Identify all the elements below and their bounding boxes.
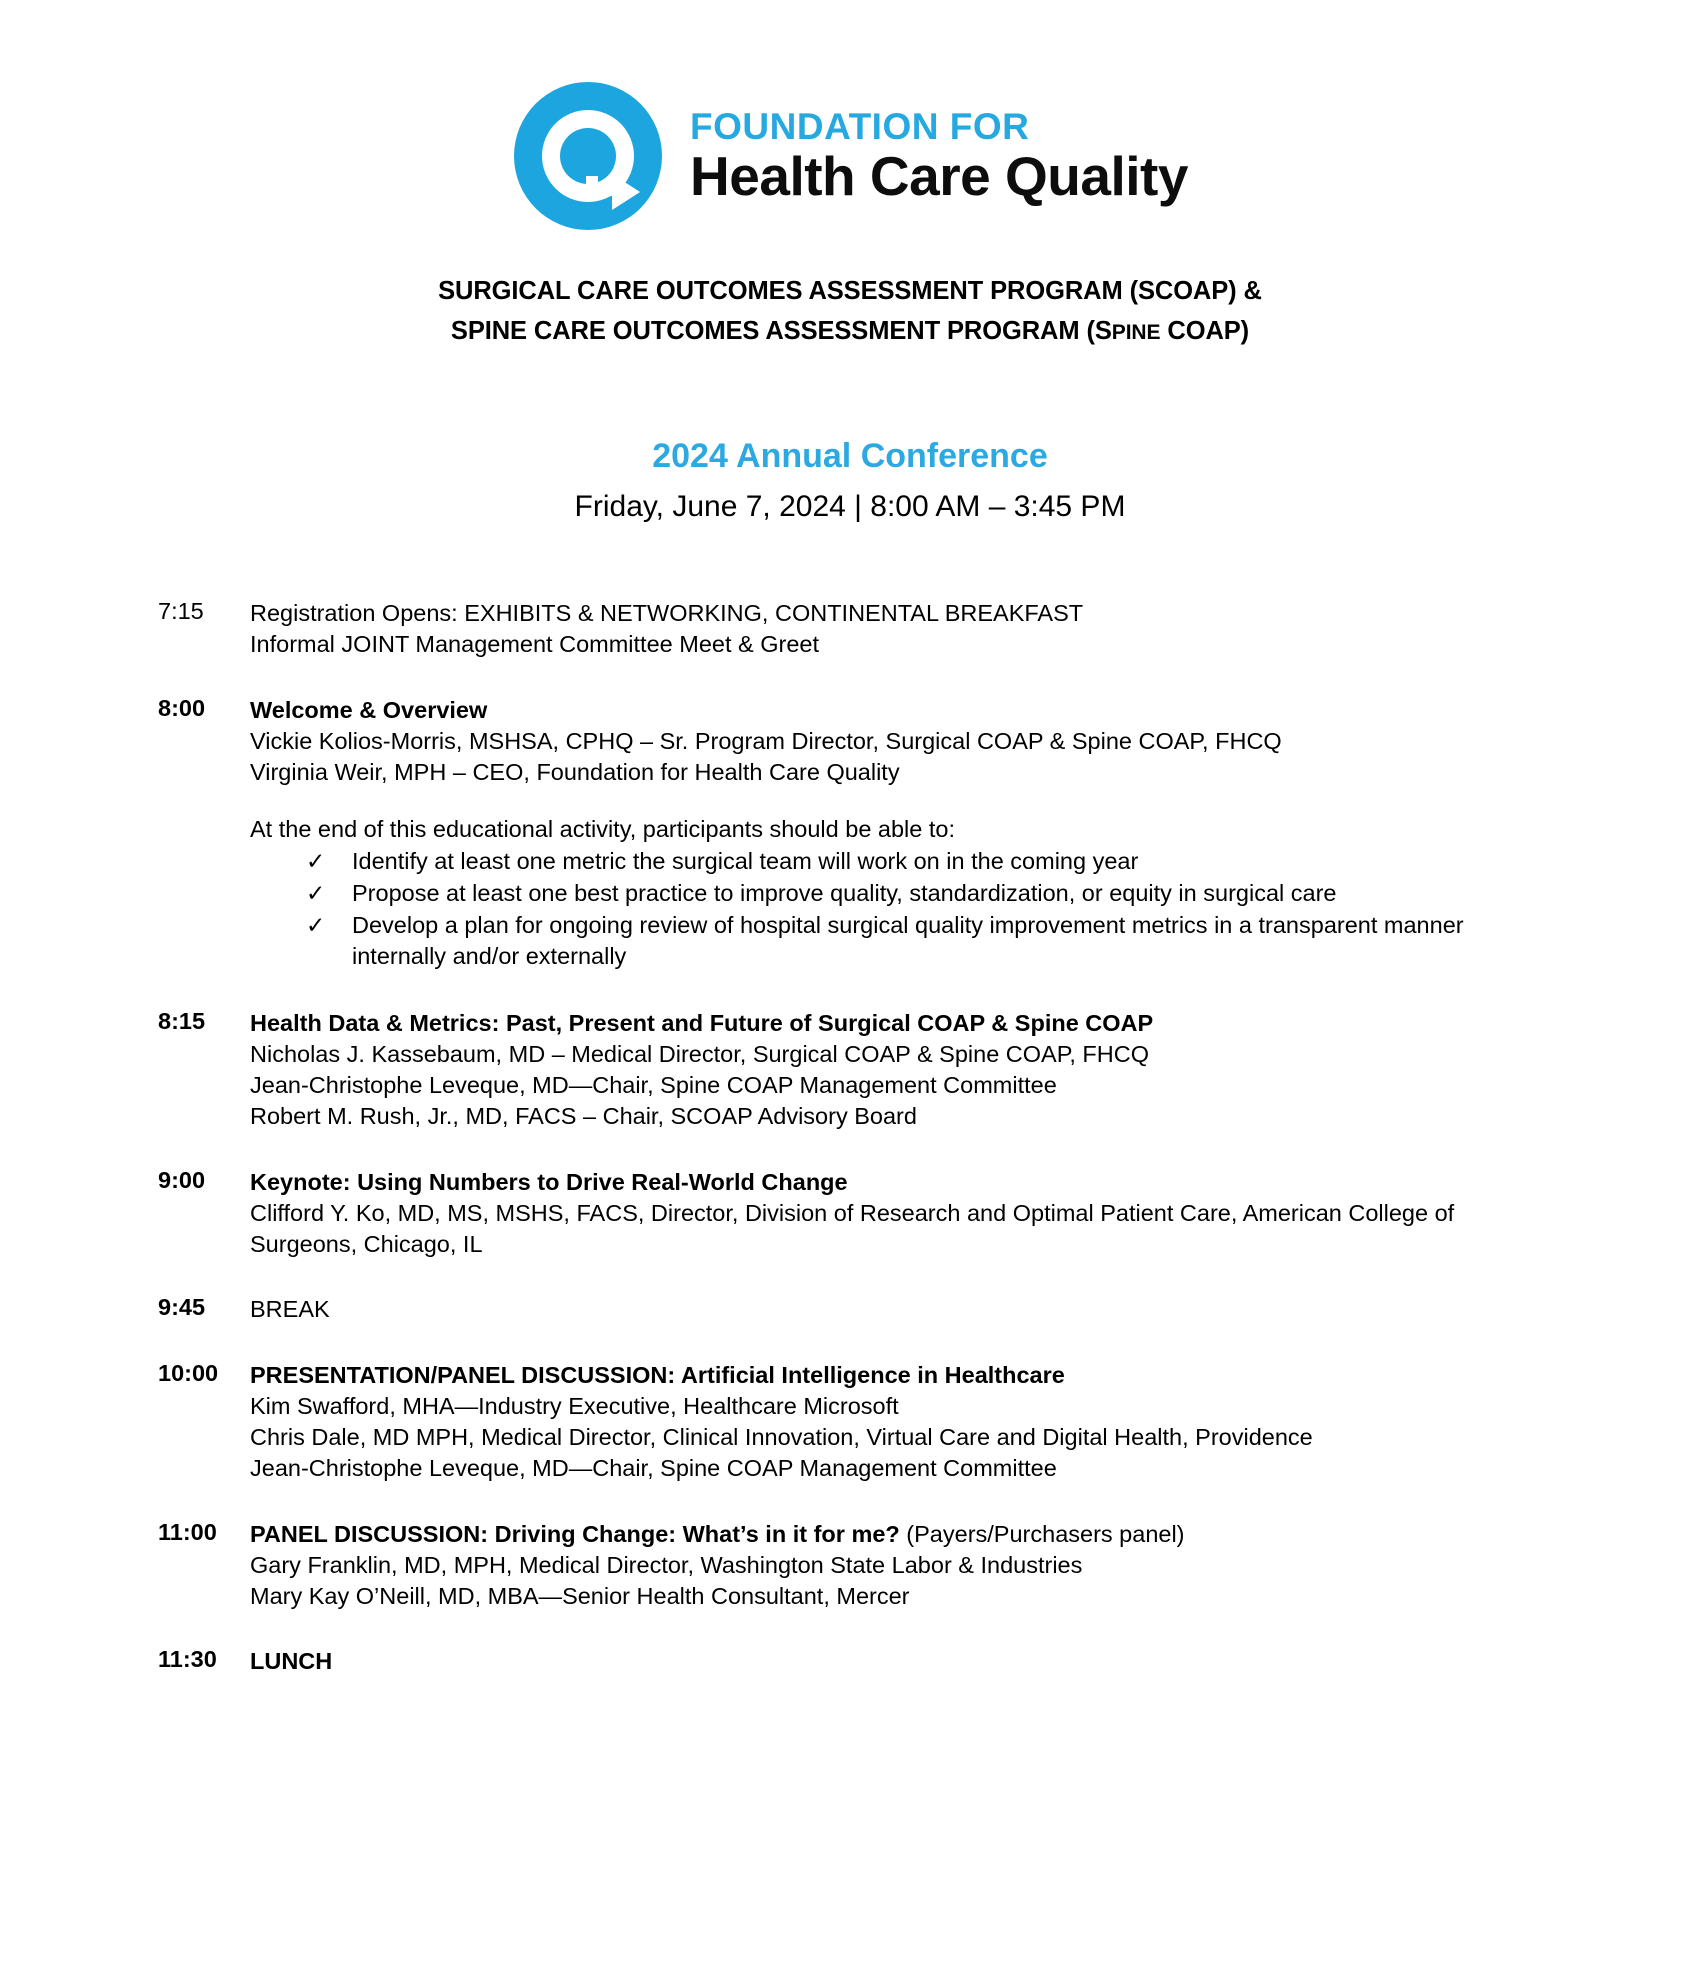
- agenda-session-title: PRESENTATION/PANEL DISCUSSION: Artificial Intelligence in Healthcare: [250, 1361, 1065, 1388]
- agenda-item: [150, 1167, 1550, 1261]
- spacer: [250, 788, 1550, 814]
- logo-wordmark: [690, 106, 1188, 207]
- agenda-speaker-line: Robert M. Rush, Jr., MD, FACS – Chair, SCOAP Advisory Board: [250, 1103, 917, 1130]
- agenda-session-title: [250, 1519, 1550, 1550]
- organization-logo: [150, 80, 1550, 232]
- agenda-session-title-tail: (Payers/Purchasers panel): [899, 1520, 1185, 1547]
- agenda-speaker-line: Virginia Weir, MPH – CEO, Foundation for Health Care Quality: [250, 759, 900, 786]
- list-item: [306, 910, 1550, 973]
- agenda-session-title: Health Data & Metrics: Past, Present and Future of Surgical COAP & Spine COAP: [250, 1009, 1154, 1036]
- agenda-session-title: LUNCH: [250, 1648, 333, 1675]
- agenda-speaker-line: Chris Dale, MD MPH, Medical Director, Clinical Innovation, Virtual Care and Digital Health, Providence: [250, 1424, 1313, 1451]
- list-item: [306, 846, 1550, 877]
- agenda-time: 10:00: [158, 1359, 219, 1386]
- agenda-time: 7:15: [158, 598, 204, 625]
- objectives-intro: At the end of this educational activity, participants should be able to:: [250, 816, 955, 843]
- agenda-time: 9:00: [158, 1166, 206, 1193]
- agenda-body: [250, 695, 1550, 974]
- agenda-speaker-line: Vickie Kolios-Morris, MSHSA, CPHQ – Sr. Program Director, Surgical COAP & Spine COAP, FHCQ: [250, 727, 1282, 754]
- logo-line-foundation: FOUNDATION FOR: [690, 106, 1030, 147]
- objective-text: Propose at least one best practice to improve quality, standardization, or equity in surgical care: [352, 879, 1337, 906]
- quality-q-icon: [512, 80, 664, 232]
- agenda-time: 11:30: [158, 1646, 217, 1673]
- agenda-item: [150, 1360, 1550, 1485]
- agenda-speaker-line: Jean-Christophe Leveque, MD—Chair, Spine COAP Management Committee: [250, 1455, 1057, 1482]
- check-icon: ✓: [306, 879, 326, 906]
- agenda-session-title: Welcome & Overview: [250, 696, 488, 723]
- agenda-session-title: Keynote: Using Numbers to Drive Real-World Change: [250, 1168, 848, 1195]
- conference-date: Friday, June 7, 2024 | 8:00 AM – 3:45 PM: [574, 490, 1126, 524]
- agenda-body: [250, 1519, 1550, 1613]
- agenda-body: [250, 1294, 1550, 1325]
- agenda-item: [150, 1008, 1550, 1133]
- agenda-item: [150, 598, 1550, 661]
- agenda-body: [250, 598, 1550, 661]
- logo-line-healthcarequality: Health Care Quality: [690, 145, 1188, 207]
- agenda-speaker-line: Kim Swafford, MHA—Industry Executive, Healthcare Microsoft: [250, 1392, 899, 1419]
- check-icon: ✓: [306, 912, 326, 939]
- agenda-body: [250, 1008, 1550, 1133]
- agenda-detail-line: Informal JOINT Management Committee Meet & Greet: [250, 631, 819, 658]
- agenda-speaker-line: Jean-Christophe Leveque, MD—Chair, Spine COAP Management Committee: [250, 1072, 1057, 1099]
- program-title-line-2b: COAP): [1160, 316, 1250, 345]
- agenda-detail-line: Registration Opens: EXHIBITS & NETWORKING, CONTINENTAL BREAKFAST: [250, 600, 1084, 627]
- agenda-speaker-line: Gary Franklin, MD, MPH, Medical Director, Washington State Labor & Industries: [250, 1551, 1083, 1578]
- agenda-speaker-line: Clifford Y. Ko, MD, MS, MSHS, FACS, Director, Division of Research and Optimal Patient Care, American College of Surgeons, Chicago, IL: [250, 1199, 1455, 1258]
- conference-title: 2024 Annual Conference: [652, 437, 1048, 476]
- page-title: [275, 272, 1425, 351]
- program-title-line-1: SURGICAL CARE OUTCOMES ASSESSMENT PROGRAM (SCOAP) &: [438, 277, 1262, 305]
- program-title-smallcaps: PINE: [1111, 320, 1161, 344]
- agenda-time: 11:00: [158, 1518, 217, 1545]
- check-icon: ✓: [306, 847, 326, 874]
- objective-text: Develop a plan for ongoing review of hospital surgical quality improvement metrics in a transparent manner internally and/or externally: [352, 912, 1464, 970]
- agenda-speaker-line: Mary Kay O’Neill, MD, MBA—Senior Health Consultant, Mercer: [250, 1583, 910, 1610]
- objective-text: Identify at least one metric the surgical team will work on in the coming year: [352, 847, 1139, 874]
- agenda-item: [150, 695, 1550, 974]
- agenda-speaker-line: Nicholas J. Kassebaum, MD – Medical Director, Surgical COAP & Spine COAP, FHCQ: [250, 1040, 1149, 1067]
- agenda-body: [250, 1167, 1550, 1261]
- agenda-list: [150, 598, 1550, 1678]
- agenda-item: [150, 1519, 1550, 1613]
- agenda-item: [150, 1294, 1550, 1325]
- agenda-body: [250, 1360, 1550, 1485]
- agenda-session-title-main: PANEL DISCUSSION: Driving Change: What’s in it for me?: [250, 1520, 900, 1547]
- objectives-list: [250, 846, 1550, 973]
- list-item: [306, 878, 1550, 909]
- program-title-line-2a: SPINE CARE OUTCOMES ASSESSMENT PROGRAM (S: [450, 316, 1112, 345]
- agenda-detail-line: BREAK: [250, 1296, 330, 1323]
- agenda-time: 8:15: [158, 1007, 206, 1034]
- agenda-time: 9:45: [158, 1294, 206, 1321]
- agenda-item: [150, 1646, 1550, 1677]
- agenda-time: 8:00: [158, 694, 206, 721]
